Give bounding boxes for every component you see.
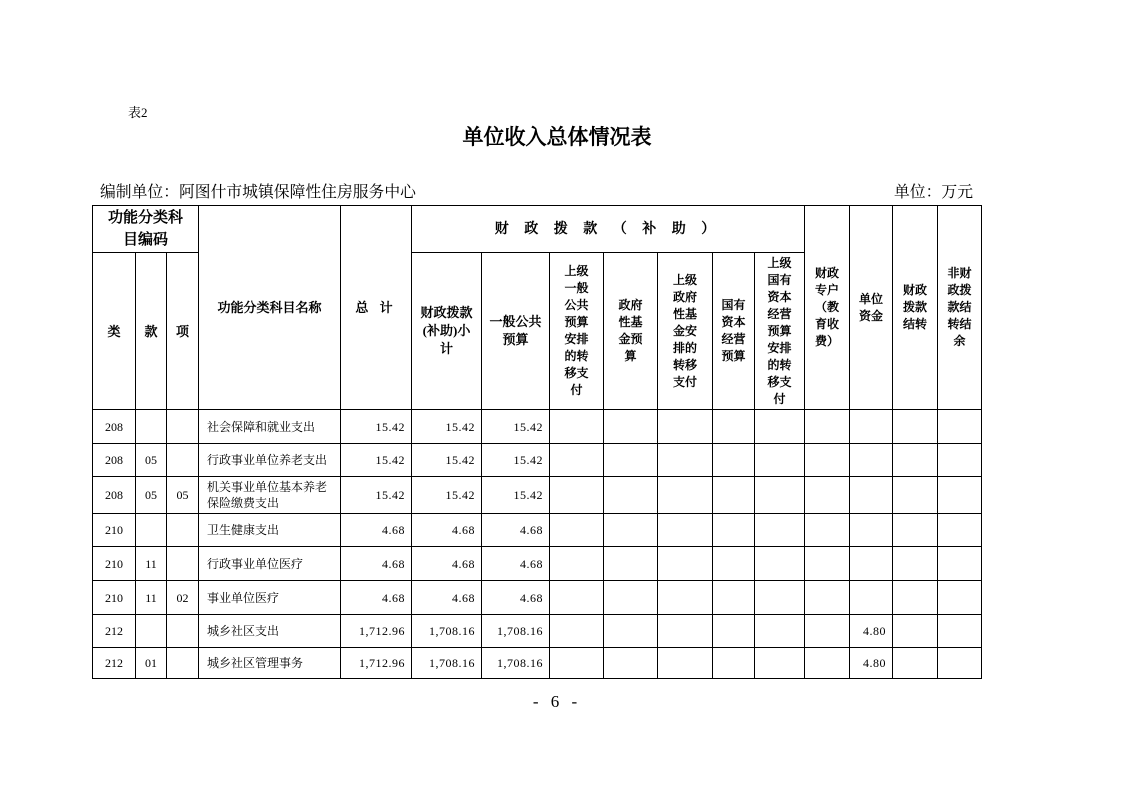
page-title: 单位收入总体情况表 xyxy=(462,125,652,149)
non-fiscal-carryover-cell xyxy=(938,444,982,477)
total-cell: 1,712.96 xyxy=(341,615,412,648)
total-cell: 15.42 xyxy=(341,444,412,477)
upper-state-capital-transfer-cell xyxy=(755,477,805,514)
fiscal-subtotal-cell: 15.42 xyxy=(412,410,482,444)
non-fiscal-carryover-cell xyxy=(938,648,982,679)
class-code-cell: 210 xyxy=(93,581,136,615)
unit-funds-cell xyxy=(850,410,893,444)
unit-funds-cell xyxy=(850,514,893,547)
non-fiscal-carryover-cell xyxy=(938,615,982,648)
non-fiscal-carryover-label: 非财政拨款结转结余 xyxy=(947,266,972,348)
general-budget-cell: 15.42 xyxy=(482,477,550,514)
table-label: 表2 xyxy=(128,105,148,120)
non-fiscal-carryover-cell xyxy=(938,581,982,615)
upper-general-transfer-label: 上级一般公共预算安排的转移支付 xyxy=(564,264,589,397)
unit-funds-cell: 4.80 xyxy=(850,615,893,648)
subject-name-cell: 卫生健康支出 xyxy=(199,514,341,547)
subitem-code-cell xyxy=(167,410,199,444)
table-row xyxy=(93,410,982,444)
fiscal-carryover-cell xyxy=(893,410,938,444)
gov-fund-budget-cell xyxy=(604,410,658,444)
non-fiscal-carryover-cell xyxy=(938,477,982,514)
fiscal-subtotal-cell: 4.68 xyxy=(412,514,482,547)
upper-general-transfer-header xyxy=(550,253,604,410)
fiscal-special-account-cell xyxy=(805,615,850,648)
fiscal-appropriation-header: 财 政 拨 款 （ 补 助 ） xyxy=(412,206,805,253)
subitem-code-cell: 05 xyxy=(167,477,199,514)
class-code-cell: 210 xyxy=(93,547,136,581)
subitem-code-cell xyxy=(167,547,199,581)
unit-funds-cell xyxy=(850,581,893,615)
fiscal-special-account-cell xyxy=(805,410,850,444)
upper-state-capital-transfer-cell xyxy=(755,648,805,679)
gov-fund-budget-cell xyxy=(604,444,658,477)
upper-gov-fund-transfer-header xyxy=(658,253,713,410)
state-capital-budget-cell xyxy=(713,615,755,648)
table-header xyxy=(93,206,982,410)
fiscal-subtotal-cell: 15.42 xyxy=(412,477,482,514)
general-budget-cell: 1,708.16 xyxy=(482,615,550,648)
upper-state-capital-transfer-label: 上级国有资本经营预算安排的转移支付 xyxy=(767,255,792,406)
upper-gov-fund-transfer-label: 上级政府性基金安排的转移支付 xyxy=(673,272,698,389)
table-row xyxy=(93,477,982,514)
item-code-cell xyxy=(136,410,167,444)
total-cell: 4.68 xyxy=(341,581,412,615)
unit-funds-cell: 4.80 xyxy=(850,648,893,679)
general-budget-label: 一般公共预算 xyxy=(489,314,542,347)
fiscal-special-account-label: 财政专户（教育收费） xyxy=(815,266,840,348)
gov-fund-budget-cell xyxy=(604,648,658,679)
fiscal-special-account-cell xyxy=(805,477,850,514)
non-fiscal-carryover-cell xyxy=(938,410,982,444)
gov-fund-budget-cell xyxy=(604,547,658,581)
upper-general-transfer-cell xyxy=(550,615,604,648)
upper-general-transfer-cell xyxy=(550,514,604,547)
class-code-header: 类 xyxy=(93,253,136,410)
subject-name-cell: 行政事业单位医疗 xyxy=(199,547,341,581)
table-row xyxy=(93,444,982,477)
state-capital-budget-cell xyxy=(713,410,755,444)
upper-general-transfer-cell xyxy=(550,410,604,444)
fiscal-carryover-cell xyxy=(893,514,938,547)
class-code-cell: 208 xyxy=(93,410,136,444)
table-row xyxy=(93,581,982,615)
upper-state-capital-transfer-cell xyxy=(755,547,805,581)
upper-state-capital-transfer-cell xyxy=(755,615,805,648)
state-capital-budget-cell xyxy=(713,581,755,615)
non-fiscal-carryover-cell xyxy=(938,514,982,547)
item-code-cell: 05 xyxy=(136,444,167,477)
table-row xyxy=(93,547,982,581)
table-row xyxy=(93,648,982,679)
subitem-code-header: 项 xyxy=(167,253,199,410)
item-code-cell: 11 xyxy=(136,547,167,581)
subject-name-header: 功能分类科目名称 xyxy=(199,206,341,410)
general-budget-cell: 4.68 xyxy=(482,581,550,615)
gov-fund-budget-header xyxy=(604,253,658,410)
class-code-cell: 212 xyxy=(93,615,136,648)
class-code-cell: 212 xyxy=(93,648,136,679)
subject-name-cell: 事业单位医疗 xyxy=(199,581,341,615)
fiscal-subtotal-cell: 1,708.16 xyxy=(412,648,482,679)
fiscal-carryover-cell xyxy=(893,648,938,679)
fiscal-special-account-cell xyxy=(805,444,850,477)
unit-funds-cell xyxy=(850,477,893,514)
non-fiscal-carryover-header xyxy=(938,206,982,410)
subject-name-cell: 社会保障和就业支出 xyxy=(199,410,341,444)
non-fiscal-carryover-cell xyxy=(938,547,982,581)
item-code-cell xyxy=(136,514,167,547)
state-capital-budget-cell xyxy=(713,444,755,477)
total-cell: 1,712.96 xyxy=(341,648,412,679)
gov-fund-budget-cell xyxy=(604,514,658,547)
item-code-cell xyxy=(136,615,167,648)
subitem-code-cell xyxy=(167,514,199,547)
unit-funds-header xyxy=(850,206,893,410)
upper-gov-fund-transfer-cell xyxy=(658,615,713,648)
code-group-header xyxy=(93,206,199,253)
total-cell: 4.68 xyxy=(341,547,412,581)
header-row-1 xyxy=(93,206,982,253)
unit-funds-label: 单位资金 xyxy=(859,291,884,323)
gov-fund-budget-cell xyxy=(604,581,658,615)
upper-gov-fund-transfer-cell xyxy=(658,444,713,477)
item-code-cell: 11 xyxy=(136,581,167,615)
table-body xyxy=(93,410,982,679)
state-capital-budget-header xyxy=(713,253,755,410)
upper-general-transfer-cell xyxy=(550,581,604,615)
subject-name-cell: 城乡社区管理事务 xyxy=(199,648,341,679)
upper-general-transfer-cell xyxy=(550,477,604,514)
subitem-code-cell xyxy=(167,615,199,648)
class-code-cell: 210 xyxy=(93,514,136,547)
code-group-label: 功能分类科目编码 xyxy=(108,210,184,248)
upper-gov-fund-transfer-cell xyxy=(658,648,713,679)
total-cell: 15.42 xyxy=(341,477,412,514)
fiscal-carryover-label: 财政拨款结转 xyxy=(903,283,928,331)
item-code-cell: 05 xyxy=(136,477,167,514)
fiscal-subtotal-header xyxy=(412,253,482,410)
unit-funds-cell xyxy=(850,444,893,477)
fiscal-special-account-cell xyxy=(805,514,850,547)
upper-state-capital-transfer-header xyxy=(755,253,805,410)
fiscal-special-account-cell xyxy=(805,547,850,581)
upper-gov-fund-transfer-cell xyxy=(658,547,713,581)
state-capital-budget-cell xyxy=(713,477,755,514)
fiscal-carryover-cell xyxy=(893,444,938,477)
fiscal-carryover-cell xyxy=(893,547,938,581)
general-budget-cell: 4.68 xyxy=(482,514,550,547)
fiscal-carryover-cell xyxy=(893,581,938,615)
general-budget-header xyxy=(482,253,550,410)
fiscal-subtotal-cell: 4.68 xyxy=(412,581,482,615)
page-number: - 6 - xyxy=(532,692,582,711)
general-budget-cell: 1,708.16 xyxy=(482,648,550,679)
upper-general-transfer-cell xyxy=(550,648,604,679)
gov-fund-budget-cell xyxy=(604,477,658,514)
item-code-cell: 01 xyxy=(136,648,167,679)
general-budget-cell: 15.42 xyxy=(482,410,550,444)
gov-fund-budget-cell xyxy=(604,615,658,648)
total-cell: 4.68 xyxy=(341,514,412,547)
fiscal-subtotal-cell: 1,708.16 xyxy=(412,615,482,648)
subitem-code-cell xyxy=(167,444,199,477)
total-cell: 15.42 xyxy=(341,410,412,444)
unit-funds-cell xyxy=(850,547,893,581)
subject-name-cell: 行政事业单位养老支出 xyxy=(199,444,341,477)
fiscal-subtotal-cell: 4.68 xyxy=(412,547,482,581)
total-header: 总 计 xyxy=(341,206,412,410)
table-row xyxy=(93,615,982,648)
fiscal-carryover-header xyxy=(893,206,938,410)
subitem-code-cell xyxy=(167,648,199,679)
class-code-cell: 208 xyxy=(93,444,136,477)
upper-gov-fund-transfer-cell xyxy=(658,581,713,615)
subject-name-cell: 城乡社区支出 xyxy=(199,615,341,648)
upper-gov-fund-transfer-cell xyxy=(658,514,713,547)
state-capital-budget-cell xyxy=(713,514,755,547)
fiscal-special-account-cell xyxy=(805,581,850,615)
fiscal-special-account-cell xyxy=(805,648,850,679)
upper-gov-fund-transfer-cell xyxy=(658,477,713,514)
item-code-header: 款 xyxy=(136,253,167,410)
fiscal-carryover-cell xyxy=(893,477,938,514)
fiscal-carryover-cell xyxy=(893,615,938,648)
unit-label: 单位：万元 xyxy=(894,184,973,201)
upper-state-capital-transfer-cell xyxy=(755,410,805,444)
upper-gov-fund-transfer-cell xyxy=(658,410,713,444)
compiler-unit: 编制单位：阿图什市城镇保障性住房服务中心 xyxy=(100,184,416,201)
subitem-code-cell: 02 xyxy=(167,581,199,615)
upper-general-transfer-cell xyxy=(550,444,604,477)
table-row xyxy=(93,514,982,547)
fiscal-subtotal-cell: 15.42 xyxy=(412,444,482,477)
upper-general-transfer-cell xyxy=(550,547,604,581)
income-summary-table xyxy=(92,205,982,679)
fiscal-special-account-header xyxy=(805,206,850,410)
upper-state-capital-transfer-cell xyxy=(755,581,805,615)
fiscal-subtotal-label: 财政拨款(补助)小计 xyxy=(420,305,473,356)
upper-state-capital-transfer-cell xyxy=(755,444,805,477)
general-budget-cell: 15.42 xyxy=(482,444,550,477)
gov-fund-budget-label: 政府性基金预算 xyxy=(618,298,643,363)
class-code-cell: 208 xyxy=(93,477,136,514)
state-capital-budget-label: 国有资本经营预算 xyxy=(721,298,746,363)
subject-name-cell: 机关事业单位基本养老保险缴费支出 xyxy=(199,477,341,514)
state-capital-budget-cell xyxy=(713,547,755,581)
state-capital-budget-cell xyxy=(713,648,755,679)
upper-state-capital-transfer-cell xyxy=(755,514,805,547)
general-budget-cell: 4.68 xyxy=(482,547,550,581)
